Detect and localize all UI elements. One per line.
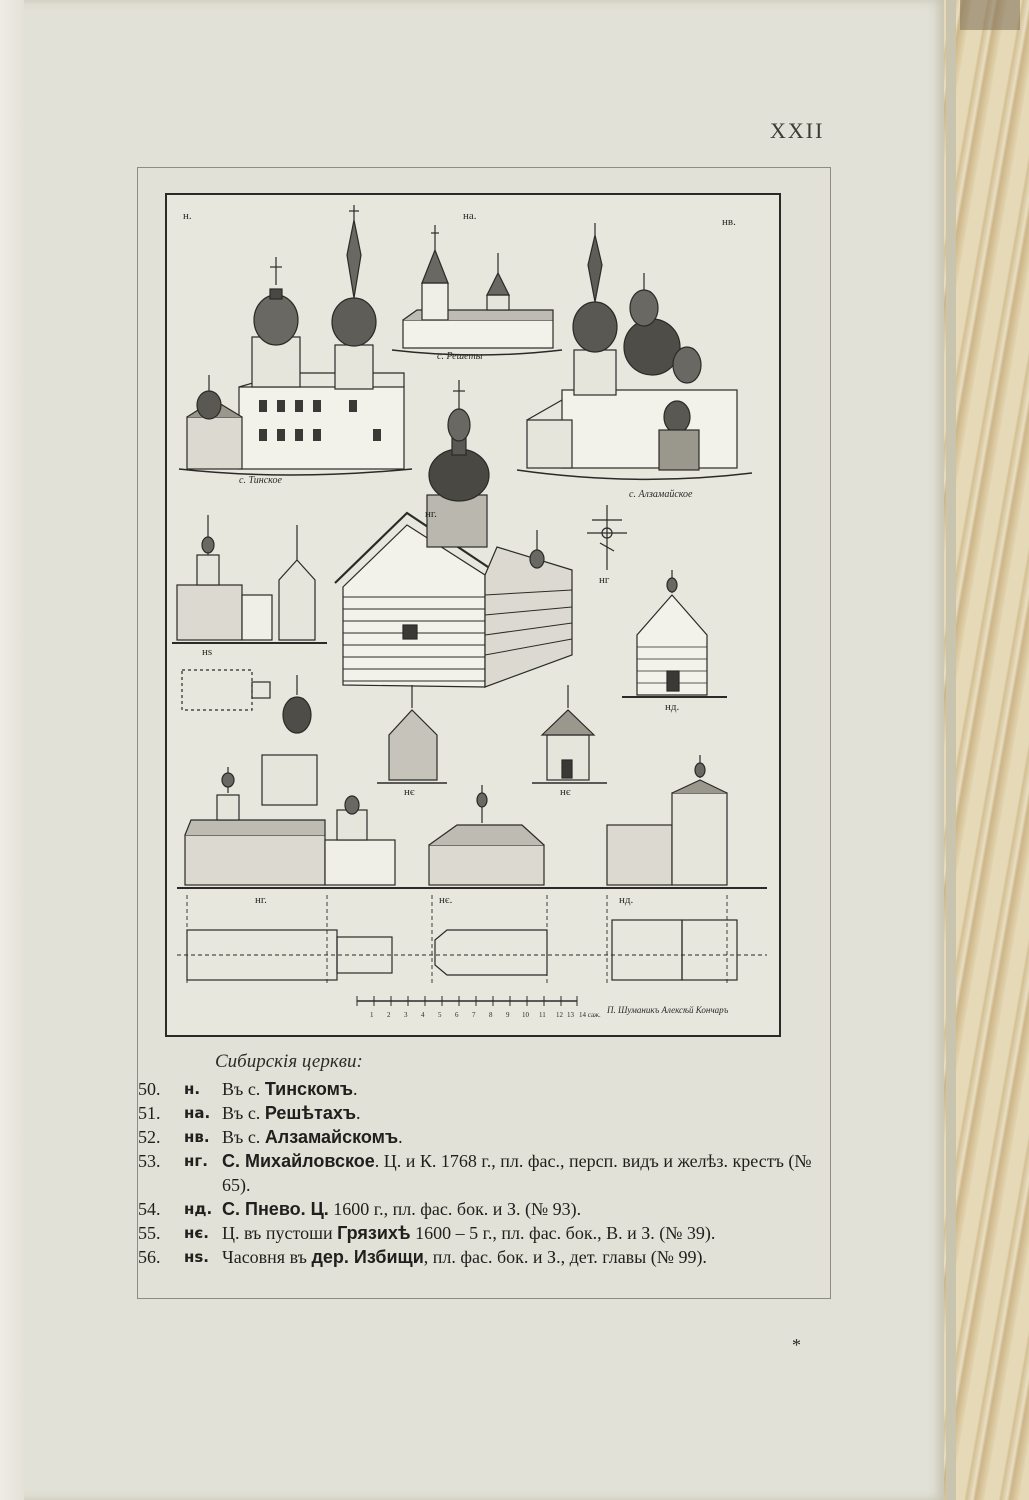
scale-tick: 5 [438, 1011, 442, 1019]
village-label-tinskoe: с. Тинское [239, 475, 282, 486]
entry-number: 54. [138, 1199, 161, 1219]
entry-number: 53. [138, 1151, 161, 1171]
entry-text: Ц. въ пустоши Грязихѣ 1600 – 5 г., пл. фас. бок., В. и З. (№ 39). [222, 1223, 716, 1243]
scale-tick: 9 [506, 1011, 510, 1019]
scale-bar [357, 996, 577, 1006]
scale-tick: 1 [370, 1011, 374, 1019]
scale-ticks [370, 1011, 601, 1019]
scale-tick: 13 [567, 1011, 574, 1019]
entry-code: нг. [184, 1152, 208, 1170]
fig-54-label: нд. [665, 701, 680, 713]
entry-code: нв. [184, 1128, 210, 1146]
fig-50-church [179, 205, 412, 475]
fig-55-chapels [377, 685, 607, 783]
fig-56-chapel [172, 515, 327, 805]
fig-55-label-a: нє [404, 786, 415, 798]
plate-caption: Сибирскія церкви: [215, 1051, 363, 1072]
church-drawings [167, 195, 779, 1035]
figure-entry [138, 1077, 828, 1101]
entry-text: Въ с. Алзамайскомъ. [222, 1127, 403, 1147]
fig-51-church [392, 225, 562, 355]
artist-signature: П. Шуманикъ Алексѣй Кончаръ [607, 1005, 729, 1015]
fig-52-label: нв. [722, 216, 736, 228]
figure-list [138, 1077, 828, 1269]
page-number: XXII [770, 118, 825, 143]
scale-tick: 8 [489, 1011, 493, 1019]
fig-55-label-b: нє [560, 786, 571, 798]
facade-label-ng: нг. [255, 894, 267, 906]
figure-entry [138, 1197, 828, 1221]
fig-50-label: н. [183, 210, 192, 222]
figure-entry [138, 1125, 828, 1149]
cross-label: нг [599, 574, 610, 586]
entry-code: нд. [184, 1200, 213, 1218]
fig-51-label: на. [463, 210, 477, 222]
entry-number: 51. [138, 1103, 161, 1123]
entry-code: на. [184, 1104, 211, 1122]
scale-tick: 7 [472, 1011, 476, 1019]
village-label-reshety: с. Решеты [437, 351, 483, 362]
figure-entry [138, 1221, 828, 1245]
facade-label-nd: нд. [619, 894, 634, 906]
footer-mark: * [792, 1335, 801, 1355]
entry-code: нє. [184, 1224, 209, 1242]
illustration-plate [165, 193, 781, 1037]
fig-53-cross [587, 505, 627, 570]
scale-tick: 4 [421, 1011, 425, 1019]
facade-label-ne: нє. [439, 894, 453, 906]
entry-number: 52. [138, 1127, 161, 1147]
entry-text: Въ с. Решѣтахъ. [222, 1103, 361, 1123]
fig-53-label: нг. [425, 508, 437, 520]
scale-tick: 2 [387, 1011, 391, 1019]
figure-entry [138, 1245, 828, 1269]
stain [960, 0, 1020, 30]
book-edge [938, 0, 1029, 1500]
entry-code: нѕ. [184, 1248, 209, 1266]
entry-number: 50. [138, 1079, 161, 1099]
entry-number: 55. [138, 1223, 161, 1243]
scale-tick: 6 [455, 1011, 459, 1019]
entry-text: Часовня въ дер. Избищи, пл. фас. бок. и З., дет. главы (№ 99). [222, 1247, 707, 1267]
entry-number: 56. [138, 1247, 161, 1267]
scale-tick: 14 саж. [579, 1011, 601, 1019]
scale-tick: 11 [539, 1011, 546, 1019]
figure-entry [138, 1149, 828, 1197]
fig-54-church [622, 570, 727, 697]
entry-text: С. Михайловское. Ц. и К. 1768 г., пл. фас., персп. видъ и желѣз. крестъ (№ 65). [222, 1151, 812, 1195]
fig-56-label: нѕ [202, 646, 213, 658]
scale-tick: 10 [522, 1011, 529, 1019]
entry-text: Въ с. Тинскомъ. [222, 1079, 358, 1099]
figure-entry [138, 1101, 828, 1125]
village-label-alzamai: с. Алзамайское [629, 489, 693, 500]
entry-code: н. [184, 1080, 201, 1098]
entry-text: С. Пнево. Ц. 1600 г., пл. фас. бок. и З. (№ 93). [222, 1199, 582, 1219]
page-gutter [0, 0, 24, 1500]
scale-tick: 3 [404, 1011, 408, 1019]
scale-tick: 12 [556, 1011, 563, 1019]
